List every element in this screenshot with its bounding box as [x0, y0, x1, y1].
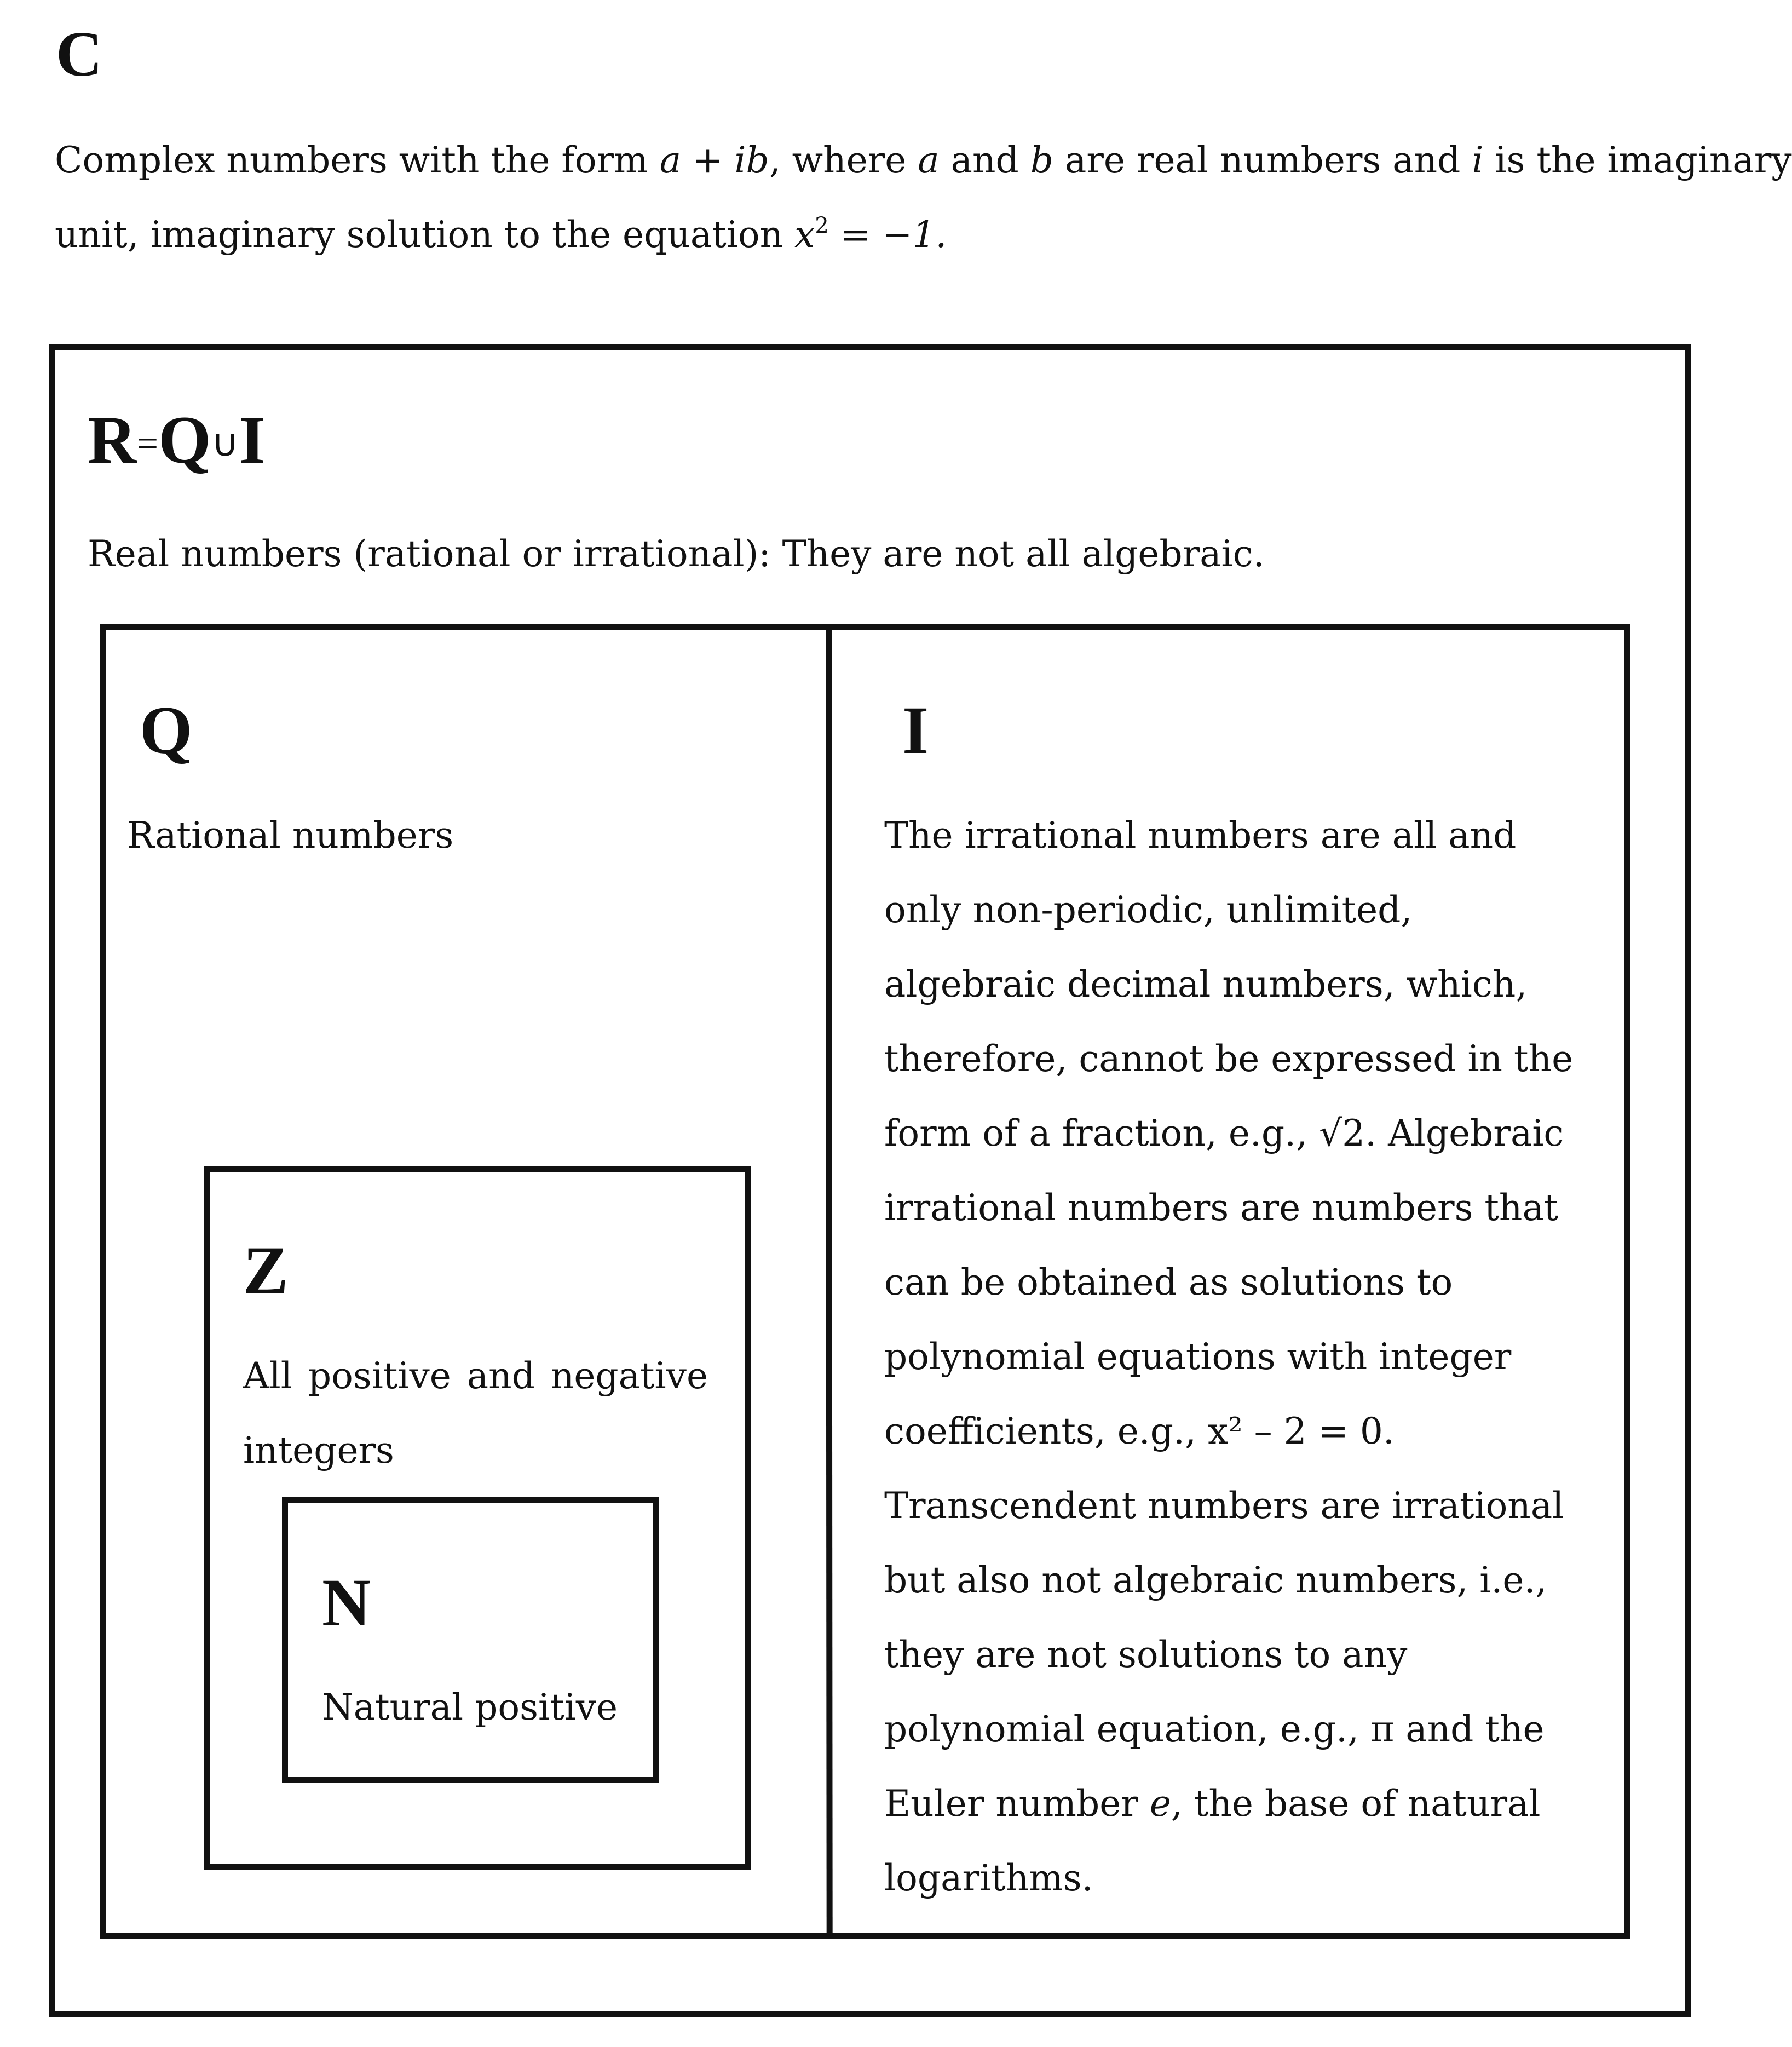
- real-set-formula: [88, 403, 266, 478]
- irrational-desc-line: coefficients, e.g., x² – 2 = 0.: [884, 1410, 1395, 1452]
- irrational-desc-line: The irrational numbers are all and: [884, 814, 1517, 856]
- complex-desc-text: Complex numbers with the form: [55, 139, 660, 181]
- irrational-desc-line: irrational numbers are numbers that: [884, 1187, 1559, 1229]
- rational-numbers-description: Rational numbers: [127, 814, 454, 856]
- irrational-desc-line: form of a fraction, e.g., √2. Algebraic: [884, 1112, 1564, 1154]
- integer-set-symbol: Z: [243, 1233, 289, 1308]
- irrational-numbers-description: [884, 798, 1573, 1916]
- irrational-desc-line: but also not algebraic numbers, i.e.,: [884, 1559, 1547, 1601]
- integer-desc-line: integers: [243, 1429, 394, 1471]
- complex-desc-text: is the imaginary: [1483, 139, 1792, 181]
- complex-desc-text: and: [939, 139, 1030, 181]
- rational-irrational-divider: [826, 628, 833, 1936]
- integer-desc-line: All positive and negative: [243, 1355, 708, 1397]
- var-x: x: [794, 214, 815, 256]
- irrational-desc-line: polynomial equation, e.g., π and the: [884, 1708, 1545, 1750]
- complex-desc-text: , where: [769, 139, 918, 181]
- complex-set-symbol: C: [56, 18, 103, 90]
- equation-rhs: = −1.: [828, 214, 947, 256]
- irrational-desc-line: algebraic decimal numbers, which,: [884, 963, 1528, 1005]
- irrational-desc-line: Transcendent numbers are irrational: [884, 1485, 1564, 1527]
- irrational-desc-line: logarithms.: [884, 1857, 1093, 1899]
- irrational-desc-line: therefore, cannot be expressed in the: [884, 1038, 1574, 1080]
- var-b: b: [1030, 139, 1053, 181]
- var-a: a: [659, 139, 682, 181]
- equals-sign: =: [136, 423, 159, 465]
- irrational-set-symbol: I: [902, 693, 929, 768]
- irrational-desc-line: can be obtained as solutions to: [884, 1261, 1453, 1303]
- irrational-desc-line: only non-periodic, unlimited,: [884, 889, 1413, 931]
- complex-numbers-description: [55, 123, 1792, 272]
- natural-numbers-description: Natural positive: [322, 1686, 618, 1728]
- natural-set-symbol: N: [322, 1565, 371, 1640]
- irrational-desc-line: they are not solutions to any: [884, 1634, 1408, 1676]
- complex-desc-line-1: [55, 123, 1792, 198]
- rational-set-symbol: Q: [140, 693, 193, 768]
- var-ib: ib: [734, 139, 769, 181]
- real-numbers-description: Real numbers (rational or irrational): They are not all algebraic.: [88, 533, 1265, 575]
- plus-sign: +: [681, 139, 735, 181]
- irrational-symbol: I: [239, 403, 266, 478]
- var-a: a: [918, 139, 940, 181]
- rational-symbol: Q: [158, 403, 211, 478]
- exponent: 2: [815, 213, 829, 238]
- euler-text: , the base of natural: [1171, 1783, 1541, 1825]
- euler-text: Euler number: [884, 1783, 1150, 1825]
- euler-e: e: [1149, 1783, 1171, 1825]
- irrational-desc-line: polynomial equations with integer: [884, 1336, 1512, 1378]
- complex-desc-line-2: [55, 198, 1719, 272]
- complex-desc-text: are real numbers and: [1053, 139, 1472, 181]
- complex-desc-text: unit, imaginary solution to the equation: [55, 214, 795, 256]
- union-symbol: ∪: [211, 423, 239, 465]
- var-i: i: [1472, 139, 1484, 181]
- real-symbol: R: [88, 403, 137, 478]
- integer-numbers-description: [243, 1339, 708, 1488]
- irrational-desc-line: [884, 1767, 1573, 1841]
